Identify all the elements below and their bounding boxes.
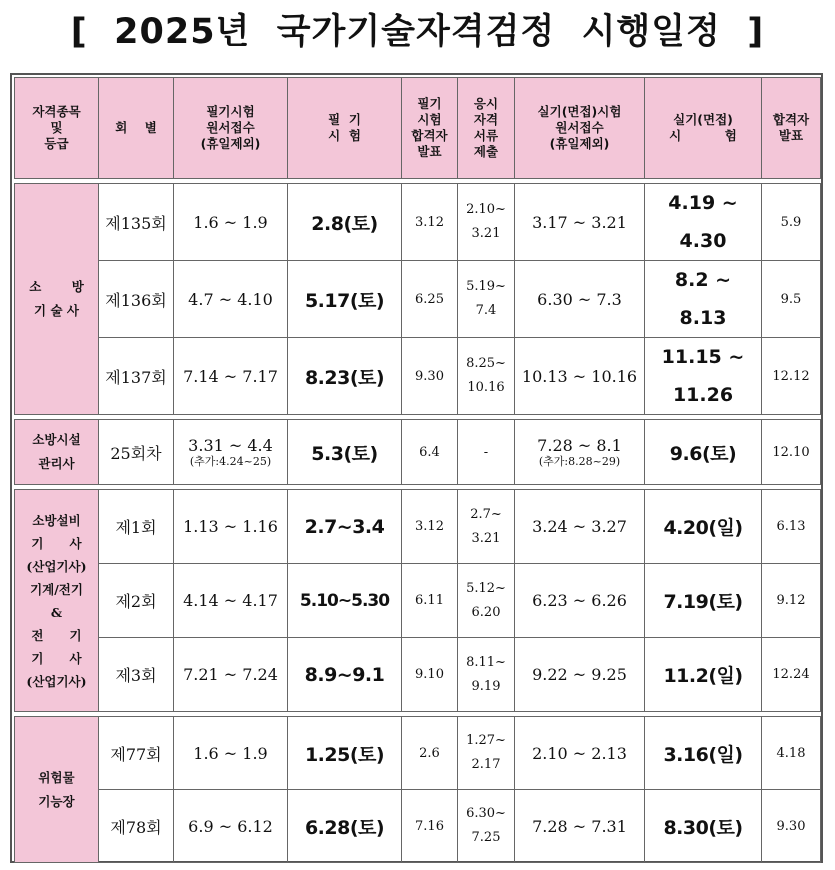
round-cell: 제1회 bbox=[99, 490, 174, 564]
docs-cell: 6.30~ 7.25 bbox=[458, 790, 515, 863]
written-apply-note: (추가:4.24~25) bbox=[189, 454, 272, 468]
header-category: 자격종목 및 등급 bbox=[15, 78, 99, 179]
docs-cell: 1.27~ 2.17 bbox=[458, 717, 515, 790]
final-pass-cell: 12.10 bbox=[762, 420, 821, 485]
final-pass-cell: 6.13 bbox=[762, 490, 821, 564]
practical-apply-cell: 9.22 ~ 9.25 bbox=[515, 638, 645, 712]
final-pass-cell: 12.12 bbox=[762, 338, 821, 415]
practical-exam-cell: 11.2(일) bbox=[645, 638, 762, 712]
written-exam-cell: 1.25(토) bbox=[288, 717, 402, 790]
docs-cell: 2.7~ 3.21 bbox=[458, 490, 515, 564]
practical-apply-cell: 10.13 ~ 10.16 bbox=[515, 338, 645, 415]
practical-exam-cell: 3.16(일) bbox=[645, 717, 762, 790]
round-cell: 제136회 bbox=[99, 261, 174, 338]
practical-exam-cell: 9.6(토) bbox=[645, 420, 762, 485]
docs-cell: 5.12~ 6.20 bbox=[458, 564, 515, 638]
written-apply-cell: 4.7 ~ 4.10 bbox=[174, 261, 288, 338]
written-pass-cell: 6.4 bbox=[402, 420, 458, 485]
written-pass-cell: 9.10 bbox=[402, 638, 458, 712]
practical-apply-note: (추가:8.28~29) bbox=[538, 454, 621, 468]
written-pass-cell: 6.11 bbox=[402, 564, 458, 638]
docs-cell: 5.19~ 7.4 bbox=[458, 261, 515, 338]
docs-cell: 8.11~ 9.19 bbox=[458, 638, 515, 712]
table-row bbox=[15, 338, 821, 415]
round-cell: 제2회 bbox=[99, 564, 174, 638]
table-row bbox=[15, 790, 821, 863]
practical-apply-cell: 2.10 ~ 2.13 bbox=[515, 717, 645, 790]
final-pass-cell: 12.24 bbox=[762, 638, 821, 712]
written-apply-cell: 7.21 ~ 7.24 bbox=[174, 638, 288, 712]
header-practical-apply: 실기(면접)시험 원서접수 (휴일제외) bbox=[515, 78, 645, 179]
category-cell: 소방설비 기 사 (산업기사) 기계/전기 & 전 기 기 사 (산업기사) bbox=[15, 490, 99, 712]
written-pass-cell: 3.12 bbox=[402, 490, 458, 564]
practical-exam-cell: 8.2 ~ 8.13 bbox=[645, 261, 762, 338]
schedule-table bbox=[14, 77, 821, 863]
table-row bbox=[15, 564, 821, 638]
final-pass-cell: 4.18 bbox=[762, 717, 821, 790]
docs-cell: 8.25~ 10.16 bbox=[458, 338, 515, 415]
header-final-pass: 합격자 발표 bbox=[762, 78, 821, 179]
round-cell: 제135회 bbox=[99, 184, 174, 261]
round-cell: 제3회 bbox=[99, 638, 174, 712]
written-exam-cell: 2.7~3.4 bbox=[288, 490, 402, 564]
written-exam-cell: 8.9~9.1 bbox=[288, 638, 402, 712]
written-exam-cell: 6.28(토) bbox=[288, 790, 402, 863]
written-pass-cell: 9.30 bbox=[402, 338, 458, 415]
practical-apply-cell: 3.17 ~ 3.21 bbox=[515, 184, 645, 261]
written-exam-cell: 5.3(토) bbox=[288, 420, 402, 485]
practical-exam-cell: 8.30(토) bbox=[645, 790, 762, 863]
practical-apply-cell: 6.30 ~ 7.3 bbox=[515, 261, 645, 338]
written-apply-cell: 7.14 ~ 7.17 bbox=[174, 338, 288, 415]
page-title: [ 2025년 국가기술자격검정 시행일정 ] bbox=[70, 12, 765, 52]
header-round: 회 별 bbox=[99, 78, 174, 179]
table-row bbox=[15, 420, 821, 485]
written-pass-cell: 3.12 bbox=[402, 184, 458, 261]
practical-exam-cell: 11.15 ~ 11.26 bbox=[645, 338, 762, 415]
written-exam-cell: 5.10~5.30 bbox=[288, 564, 402, 638]
practical-apply-cell: 7.28 ~ 8.1 (추가:8.28~29) bbox=[515, 420, 645, 485]
table-row bbox=[15, 261, 821, 338]
written-apply-cell: 3.31 ~ 4.4 (추가:4.24~25) bbox=[174, 420, 288, 485]
category-cell: 소방시설 관리사 bbox=[15, 420, 99, 485]
written-apply-cell: 1.6 ~ 1.9 bbox=[174, 184, 288, 261]
round-cell: 제78회 bbox=[99, 790, 174, 863]
header-written-pass: 필기 시험 합격자 발표 bbox=[402, 78, 458, 179]
docs-cell: 2.10~ 3.21 bbox=[458, 184, 515, 261]
written-pass-cell: 2.6 bbox=[402, 717, 458, 790]
practical-exam-cell: 7.19(토) bbox=[645, 564, 762, 638]
written-apply-cell: 4.14 ~ 4.17 bbox=[174, 564, 288, 638]
table-row bbox=[15, 717, 821, 790]
header-written-apply: 필기시험 원서접수 (휴일제외) bbox=[174, 78, 288, 179]
practical-apply-cell: 7.28 ~ 7.31 bbox=[515, 790, 645, 863]
final-pass-cell: 9.30 bbox=[762, 790, 821, 863]
written-apply-cell: 6.9 ~ 6.12 bbox=[174, 790, 288, 863]
written-pass-cell: 7.16 bbox=[402, 790, 458, 863]
written-exam-cell: 8.23(토) bbox=[288, 338, 402, 415]
round-cell: 제77회 bbox=[99, 717, 174, 790]
practical-apply-cell: 6.23 ~ 6.26 bbox=[515, 564, 645, 638]
header-written-exam: 필 기 시 험 bbox=[288, 78, 402, 179]
written-apply-cell: 1.6 ~ 1.9 bbox=[174, 717, 288, 790]
practical-apply-cell: 3.24 ~ 3.27 bbox=[515, 490, 645, 564]
table-row bbox=[15, 184, 821, 261]
docs-cell: - bbox=[458, 420, 515, 485]
written-exam-cell: 5.17(토) bbox=[288, 261, 402, 338]
final-pass-cell: 9.5 bbox=[762, 261, 821, 338]
practical-exam-cell: 4.20(일) bbox=[645, 490, 762, 564]
category-cell: 위험물 기능장 bbox=[15, 717, 99, 863]
final-pass-cell: 9.12 bbox=[762, 564, 821, 638]
table-row bbox=[15, 490, 821, 564]
category-cell: 소 방 기 술 사 bbox=[15, 184, 99, 415]
written-apply-cell: 1.13 ~ 1.16 bbox=[174, 490, 288, 564]
written-exam-cell: 2.8(토) bbox=[288, 184, 402, 261]
round-cell: 25회차 bbox=[99, 420, 174, 485]
final-pass-cell: 5.9 bbox=[762, 184, 821, 261]
header-docs: 응시 자격 서류 제출 bbox=[458, 78, 515, 179]
header-practical-exam: 실기(면접) 시 험 bbox=[645, 78, 762, 179]
round-cell: 제137회 bbox=[99, 338, 174, 415]
practical-exam-cell: 4.19 ~ 4.30 bbox=[645, 184, 762, 261]
header-row bbox=[15, 78, 821, 179]
table-row bbox=[15, 638, 821, 712]
written-pass-cell: 6.25 bbox=[402, 261, 458, 338]
